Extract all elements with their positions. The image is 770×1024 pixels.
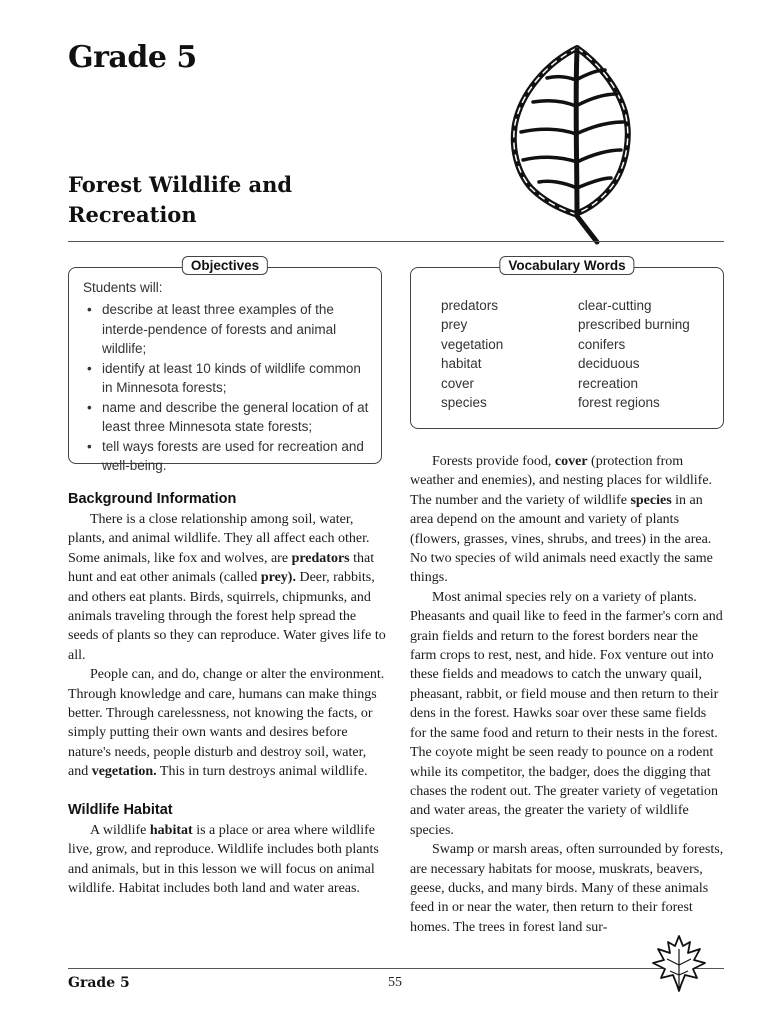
- term-vegetation: vegetation.: [91, 764, 157, 780]
- term-habitat: habitat: [149, 822, 193, 838]
- vocabulary-word: recreation: [578, 375, 639, 391]
- lesson-title-line2: Recreation: [68, 202, 197, 227]
- background-paragraph-2: People can, and do, change or alter the environment. Through knowledge and care, humans can make things better. Through carelessness, not knowing the facts, or simply putting their own wants and desires before nature's needs, people disturb and destroy soil, water, and vegetation. This in turn destroys animal wildlife.: [68, 667, 385, 780]
- habitat-paragraph: A wildlife habitat is a place or area where wildlife live, grow, and reproduce. Wildlife includes both plants and animals, but in this lesson we will focus on animal wildlife. Habitat includes both land and water areas.: [68, 822, 379, 896]
- footer-grade-label: Grade 5: [68, 975, 130, 991]
- right-paragraph-1: Forests provide food, cover (protection from weather and enemies), and nesting places for wildlife. The number and the variety of wildlife species in an area depend on the amount and variety of plants (flowers, grasses, vines, shrubs, and trees) in the area. No two species of wild animals need exactly the same things.: [410, 454, 713, 586]
- term-predators: predators: [291, 550, 350, 566]
- vocabulary-word: predators: [441, 298, 499, 313]
- vocabulary-word: cover: [441, 375, 475, 391]
- objective-item: • name and describe the general location of at least three Minnesota state forests;: [83, 398, 369, 437]
- habitat-heading: Wildlife Habitat: [68, 801, 173, 818]
- objective-item: • describe at least three examples of the interde-pendence of forests and animal wildlife;: [83, 300, 369, 359]
- vocabulary-word: forest regions: [578, 395, 660, 411]
- maple-leaf-icon: [650, 933, 708, 993]
- vocabulary-word: habitat: [441, 356, 482, 372]
- leaf-icon: [505, 40, 635, 245]
- right-column: [410, 452, 724, 937]
- objectives-box: [68, 258, 382, 473]
- vocabulary-column-1: [441, 296, 503, 412]
- right-paragraph-2: Most animal species rely on a variety of plants. Pheasants and quail like to feed in the farmer's corn and grain fields and return to the forest borders near the farm crops to rest, nest, and hide. Fox venture out into these fields and meadows to catch the unwary quail, pheasant, rabbit, or field mouse and then return to their dens in the forest. Hawks soar over these same fields for the same food and return to their nests in the forest. The coyote might be seen ready to pounce on a rodent while its competitor, the badger, does the digging that chases the rodent out. The greater variety of vegetation and water areas, the greater the variety of wildlife species.: [410, 589, 723, 838]
- background-paragraph-1: There is a close relationship among soil, water, plants, and animal wildlife. They all affect each other. Some animals, like fox and wolves, are predators that hunt and eat other animals (called prey). Deer, rabbits, and others eat plants. Birds, squirrels, chipmunks, and animals traveling through the forest help spread the seeds of plants so they can reproduce. Water gives life to all.: [68, 512, 386, 663]
- vocabulary-word: deciduous: [578, 356, 640, 372]
- grade-title: Grade 5: [68, 40, 197, 75]
- vocabulary-word: conifers: [578, 336, 626, 352]
- lesson-title-line1: Forest Wildlife and: [68, 172, 293, 197]
- vocabulary-word: vegetation: [441, 336, 504, 352]
- vocabulary-word: prescribed burning: [578, 317, 690, 333]
- term-cover: cover: [554, 454, 588, 469]
- background-heading: Background Information: [68, 491, 237, 507]
- vocabulary-label: Vocabulary Words: [499, 256, 634, 275]
- term-species: species: [630, 492, 672, 508]
- vocabulary-column-2: [578, 296, 690, 412]
- term-prey: prey).: [260, 570, 296, 586]
- right-paragraph-3: Swamp or marsh areas, often surrounded by forests, are necessary habitats for moose, muskrats, beavers, geese, ducks, and many birds. Many of these animals feed in or near the water, then return to their forest homes. The trees in forest land sur-: [410, 842, 724, 935]
- objectives-label: Objectives: [182, 256, 268, 275]
- title-divider: [68, 241, 724, 242]
- lesson-title: [68, 170, 292, 230]
- vocabulary-box: [410, 258, 724, 429]
- vocabulary-word: species: [441, 395, 487, 411]
- vocabulary-word: prey: [441, 317, 468, 333]
- objectives-intro: Students will:: [83, 280, 163, 295]
- page-number: 55: [388, 975, 402, 990]
- objective-item: • identify at least 10 kinds of wildlife common in Minnesota forests;: [83, 359, 369, 398]
- objectives-list: [83, 300, 369, 476]
- vocabulary-word: clear-cutting: [578, 298, 652, 313]
- left-column: [68, 488, 386, 898]
- objective-item: • tell ways forests are used for recreation and well-being.: [83, 437, 369, 476]
- footer-divider: [68, 968, 724, 969]
